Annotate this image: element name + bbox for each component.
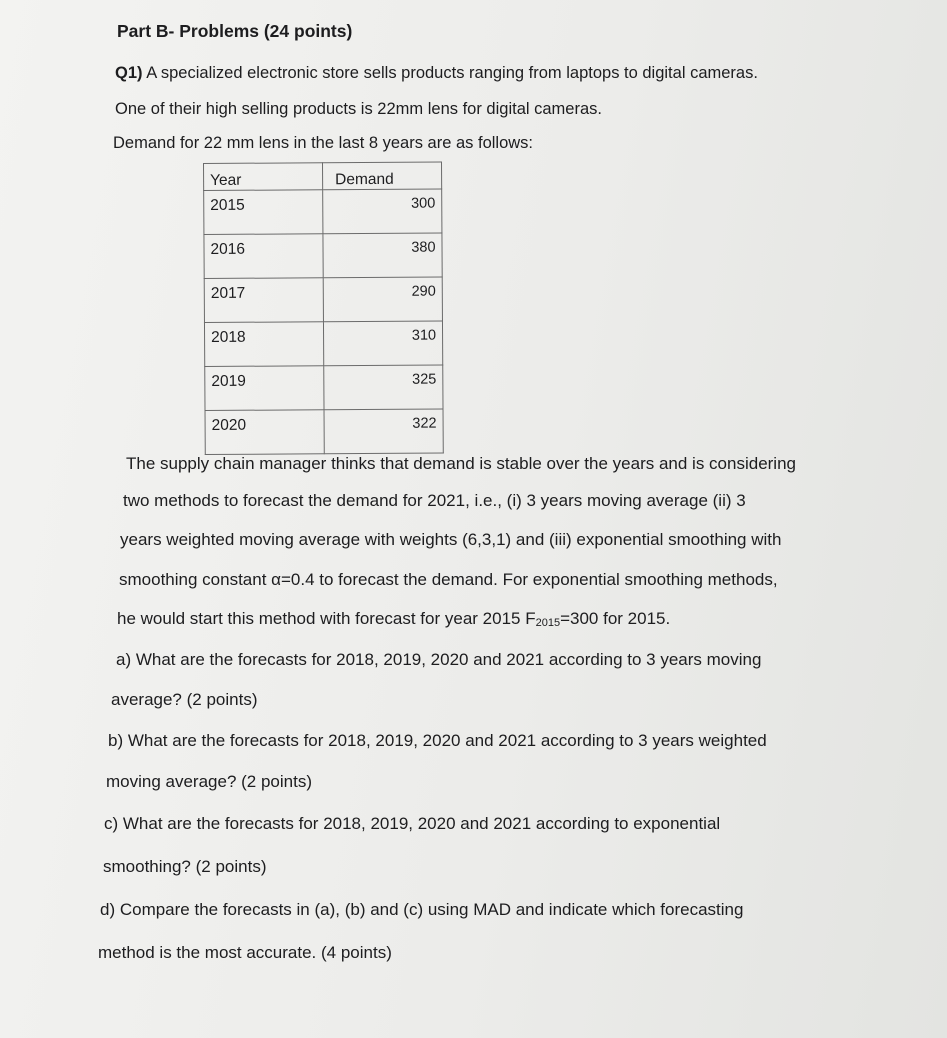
- table-header-row: [204, 162, 442, 190]
- paragraph-line-1: The supply chain manager thinks that demand is stable over the years and is considering: [126, 454, 796, 473]
- demand-cell: 380: [323, 233, 442, 278]
- demand-cell: 325: [324, 365, 443, 410]
- demand-cell: 310: [323, 321, 442, 366]
- q1-text-1: A specialized electronic store sells products ranging from laptops to digital cameras.: [146, 64, 758, 82]
- year-cell: 2020: [205, 410, 324, 455]
- paragraph-line-2: two methods to forecast the demand for 2021, i.e., (i) 3 years moving average (ii) 3: [123, 491, 746, 510]
- year-cell: 2017: [204, 278, 323, 323]
- part-b-line-1: b) What are the forecasts for 2018, 2019, 2020 and 2021 according to 3 years weighted: [108, 731, 767, 750]
- part-c-line-1: c) What are the forecasts for 2018, 2019, 2020 and 2021 according to exponential: [104, 814, 721, 833]
- year-cell: 2018: [204, 322, 323, 367]
- forecast-subscript: 2015: [535, 617, 561, 629]
- paragraph-line-5: [117, 609, 670, 629]
- demand-cell: 290: [323, 277, 442, 322]
- year-cell: 2019: [205, 366, 324, 411]
- part-c-line-2: smoothing? (2 points): [103, 857, 267, 876]
- header-demand: Demand: [323, 162, 442, 190]
- paragraph-line-3: years weighted moving average with weights (6,3,1) and (iii) exponential smoothing with: [120, 530, 782, 549]
- table-row: [204, 189, 442, 234]
- table-row: [204, 233, 442, 278]
- header-year: Year: [204, 163, 323, 191]
- table-row: [204, 277, 442, 322]
- q1-label: Q1): [115, 64, 143, 82]
- demand-cell: 322: [324, 409, 443, 454]
- year-cell: 2016: [204, 234, 323, 279]
- part-b-line-2: moving average? (2 points): [106, 772, 313, 791]
- q1-line-2: One of their high selling products is 22mm lens for digital cameras.: [115, 100, 602, 118]
- demand-cell: 300: [323, 189, 442, 234]
- demand-table: [203, 162, 444, 455]
- part-d-line-1: d) Compare the forecasts in (a), (b) and (c) using MAD and indicate which forecasting: [100, 900, 744, 919]
- paragraph-line-5-text-b: =300 for 2015.: [560, 609, 671, 628]
- table-row: [205, 409, 443, 454]
- table-row: [205, 365, 443, 410]
- section-title: Part B- Problems (24 points): [117, 21, 353, 41]
- paragraph-line-5-text-a: he would start this method with forecast for year 2015 F: [117, 609, 536, 628]
- paragraph-line-4: smoothing constant α=0.4 to forecast the demand. For exponential smoothing methods,: [119, 570, 778, 589]
- part-a-line-1: a) What are the forecasts for 2018, 2019, 2020 and 2021 according to 3 years moving: [116, 650, 762, 669]
- table-row: [204, 321, 442, 366]
- q1-line-1: [115, 64, 758, 83]
- q1-line-3: Demand for 22 mm lens in the last 8 years are as follows:: [113, 134, 534, 152]
- part-d-line-2: method is the most accurate. (4 points): [98, 943, 392, 962]
- year-cell: 2015: [204, 190, 323, 235]
- part-a-line-2: average? (2 points): [111, 690, 258, 709]
